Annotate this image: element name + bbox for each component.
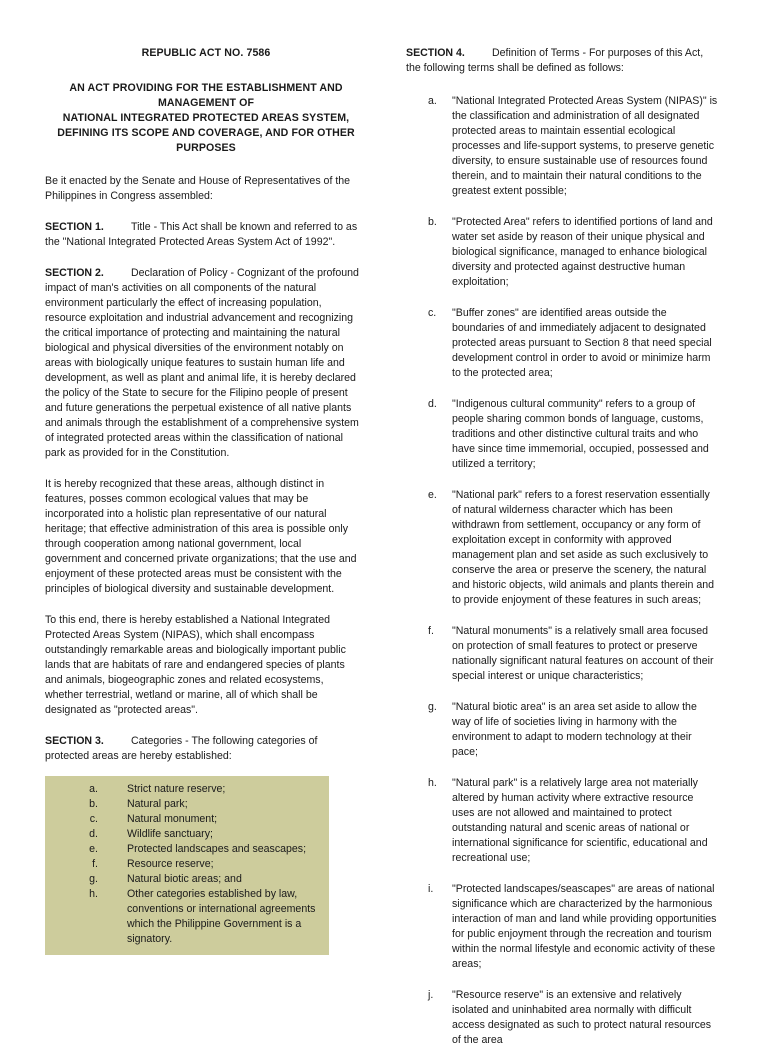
section-4-text: Definition of Terms - For purposes of this Act, the following terms shall be defined as follows: [406,47,704,74]
section-3 [45,734,359,764]
right-column [406,46,718,1064]
section-2-paragraph-3: To this end, there is hereby established a National Integrated Protected Areas System (NIPAS), which shall encompass outstandingly remarkable areas and biologically important public lands that are habitats of rare and endangered species of plants and animals, biogeographic zones and related ecosystems, whether terrestrial, wetland or marine, all of which shall be designated as "protected areas". [45,614,346,716]
category-item [45,872,329,887]
category-text: Protected landscapes and seascapes; [127,843,307,855]
category-item [45,887,329,947]
category-text: Wildlife sanctuary; [127,828,213,840]
act-title-block [45,46,359,156]
definition-item [406,882,718,972]
section-2-paragraph-2: It is hereby recognized that these areas, although distinct in features, posses common ecological values that may be incorporated into a holistic plan representative of our natural heritage; that effective administration of this area is possible only through cooperation among national government, local government and concerned private organizations; that the use and enjoyment of these protected areas must be consistent with the principles of biological diversity and sustainable development. [45,478,357,595]
section-1 [45,220,359,250]
definition-item [406,988,718,1048]
definition-letter: c. [428,307,437,319]
definition-item [406,397,718,472]
definition-item [406,94,718,199]
definition-text: "National Integrated Protected Areas System (NIPAS)" is the classification and administration of all designated protected areas to maintain essential ecological processes and life-support systems, to preserve genetic diversity, to ensure sustainable use of resources found therein, and to maintain their natural conditions to the greatest extent possible; [452,95,718,197]
category-text: Natural park; [127,798,188,810]
category-item [45,842,329,857]
definition-letter: e. [428,489,437,501]
category-text: Resource reserve; [127,858,214,870]
section-1-label: SECTION 1. [45,221,104,233]
act-title-line: MANAGEMENT OF [157,97,255,109]
category-item [45,812,329,827]
definition-text: "Natural park" is a relatively large area not materially altered by human activity where extractive resource uses are not allowed and maintained to protect outstanding natural and scenic areas of national or international significance for scientific, educational and recreational use; [452,777,708,864]
definition-text: "Protected Area" refers to identified portions of land and water set aside by reason of their unique physical and biological significance, managed to enhance biological diversity and protected against destructive human exploitation; [452,216,713,288]
definition-letter: f. [428,625,434,637]
category-text: Strict nature reserve; [127,783,226,795]
definition-letter: d. [428,398,437,410]
act-title-line: PURPOSES [176,142,236,154]
category-text: Natural monument; [127,813,218,825]
section-2-label: SECTION 2. [45,267,104,279]
act-title-line: NATIONAL INTEGRATED PROTECTED AREAS SYSTEM, [62,112,350,124]
enactment-clause: Be it enacted by the Senate and House of Representatives of the Philippines in Congress assembled: [45,175,351,202]
definition-text: "Natural monuments" is a relatively small area focused on protection of small features to protect or preserve nationally significant natural features on account of their special interest or unique characteristics; [452,625,714,682]
definition-item [406,488,718,608]
definition-item [406,624,718,684]
category-item [45,857,329,872]
category-item [45,827,329,842]
category-letter: e. [89,843,98,855]
definition-item [406,215,718,290]
left-column [45,46,359,955]
category-item [45,797,329,812]
category-letter: b. [89,798,98,810]
definition-text: "Buffer zones" are identified areas outside the boundaries of and immediately adjacent to designated protected areas pursuant to Section 8 that need special development control in order to avoid or minimize harm to the protected area; [452,307,712,379]
definition-letter: j. [428,989,434,1001]
definition-text: "Resource reserve" is an extensive and relatively isolated and uninhabited area normally with difficult access designated as such to protect natural resources of the area [452,989,712,1046]
section-4-label: SECTION 4. [406,47,465,59]
categories-box [45,776,329,955]
category-letter: d. [89,828,98,840]
definition-item [406,700,718,760]
definition-item [406,776,718,866]
definition-text: "National park" refers to a forest reservation essentially of natural wilderness character which has been withdrawn from settlement, occupancy or any form of exploitation except in conformity with approved management plan and set aside as such exclusively to conserve the area or preserve the scenery, the natural and historic objects, wild animals and plants therein and to provide enjoyment of these features in such areas; [452,489,715,606]
section-3-label: SECTION 3. [45,735,104,747]
category-item [45,782,329,797]
definition-letter: b. [428,216,437,228]
act-title-line: DEFINING ITS SCOPE AND COVERAGE, AND FOR OTHER [57,127,355,139]
definition-letter: h. [428,777,437,789]
definition-item [406,306,718,381]
section-2-text: Declaration of Policy - Cognizant of the profound impact of man's activities on all components of the natural environment particularly the effect of increasing population, resource exploitation and industrial advancement and recognizing the critical importance of protecting and maintaining the natural biological and physical diversities of the environment notably on areas with biologically unique features to sustain human life and development, as well as plant and animal life, it is hereby declared the policy of the State to secure for the Filipino people of present and future generations the perpetual existence of all native plants and animals through the establishment of a comprehensive system of integrated protected areas within the classification of national park as provided for in the Constitution. [45,267,359,459]
category-letter: a. [89,783,98,795]
act-number: REPUBLIC ACT NO. 7586 [141,47,271,59]
definition-letter: i. [428,883,434,895]
definition-letter: g. [428,701,437,713]
category-letter: h. [89,888,98,900]
act-title-line: AN ACT PROVIDING FOR THE ESTABLISHMENT AND [69,82,343,94]
category-letter: g. [89,873,98,885]
definition-text: "Natural biotic area" is an area set aside to allow the way of life of societies living in harmony with the environment to adapt to modern technology at their pace; [452,701,697,758]
category-text: Other categories established by law, conventions or international agreements which the Philippine Government is a signatory. [127,888,316,945]
section-1-text: Title - This Act shall be known and referred to as the "National Integrated Protected Areas System Act of 1992". [45,221,358,248]
category-letter: c. [89,813,98,825]
definition-text: "Protected landscapes/seascapes" are areas of national significance which are characterized by the harmonious interaction of man and land while providing opportunities for public enjoyment through the recreation and tourism within the normal lifestyle and economic activity of these areas; [452,883,717,970]
definition-letter: a. [428,95,437,107]
section-2 [45,266,359,461]
section-4 [406,46,718,76]
section-3-text: Categories - The following categories of protected areas are hereby established: [45,735,318,762]
category-letter: f. [92,858,98,870]
category-text: Natural biotic areas; and [127,873,242,885]
definition-text: "Indigenous cultural community" refers to a group of people sharing common bonds of language, customs, traditions and other distinctive cultural traits and who have since time immemorial, occupied, possessed and utilized a territory; [452,398,709,470]
